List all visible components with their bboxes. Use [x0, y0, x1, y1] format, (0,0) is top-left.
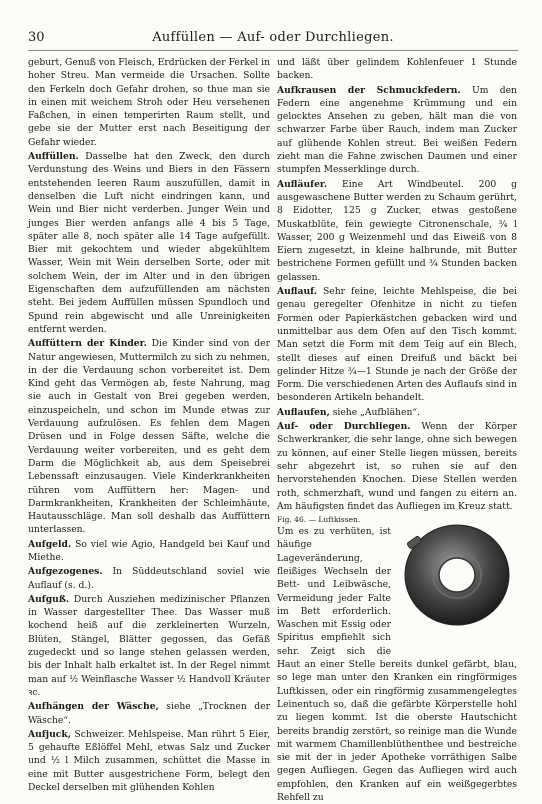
entry-paragraph: Aufläufer. Eine Art Windbeutel. 200 g ausgewaschene Butter werden zu Schaum gerührt, 8 Eidotter, 125 g Zucker, etwas gestoßene Muskatblüte, fein gewiegte Citronenschale, ¾ l Wasser, 200 g Weizenmehl und das Eiweiß von 8 Eiern zugesetzt, in kleine halbrunde, mit Butter bestrichene Formen gefüllt und ¾ Stunden backen gelassen.: [277, 178, 517, 283]
entry-paragraph: Aufkrausen der Schmuckfedern. Um den Federn eine angenehme Krümmung und ein gelocktes Ansehen zu geben, hält man die von schwarzer Farbe über Rauch, indem man Zucker auf glühende Kohlen streut. Bei weißen Federn zieht man die Fahne zwischen Daumen und einer stumpfen Messerklinge durch.: [277, 84, 517, 176]
entry-paragraph: Aufgezogenes. In Süddeutschland soviel wie Auflauf (s. d.).: [28, 566, 270, 591]
entry-headword: Auflaufen,: [277, 406, 330, 418]
entry-paragraph: Auffüttern der Kinder. Die Kinder sind von der Natur angewiesen, Muttermilch zu sich zu nehmen, in der die Verdauung schon vorbereitet ist. Dem Kind geht das Vermögen ab, feste Nahrung, mag sie auch in Gestalt von Brei gegeben werden, einzuspeicheln, und schon im Munde etwas zur Verdauung aufzulösen. Es fehlen dem Magen Drüsen und in Folge dessen Säfte, welche die Verdauung weiter vorbereiten, und es geht dem Darm die Möglichkeit ab, aus dem Speisebrei Lebenssaft einzusaugen. Viele Kinderkrankheiten rühren vom Auffüttern her: Magen- und Darmkrankheiten, Krankheiten der Schleimhäute, Hautausschläge. Man soll deshalb das Auffüttern unterlassen.: [28, 338, 270, 536]
entry-paragraph: Auffüllen. Dasselbe hat den Zweck, den durch Verdunstung des Weins und Biers in den Fässern entstehenden leeren Raum auszufüllen, damit in denselben die Luft nicht eindringen kann, und Wein und Bier nicht verderben. Junger Wein und junges Bier werden anfangs alle 4 bis 5 Tage, später alle 8, noch später alle 14 Tage aufgefüllt. Bier mit gekochtem und wieder abgekühltem Wasser, Wein mit Wein derselben Sorte, oder mit solchem Wein, der im Alter und in den übrigen Eigenschaften dem aufzufüllenden am nächsten steht. Bei jedem Auffüllen müssen Spundloch und Spund rein abgewischt und alle Unreinigkeiten entfernt werden.: [28, 151, 270, 335]
right-column: und läßt über gelindem Kohlenfeuer 1 Stunde backen. Aufkrausen der Schmuckfedern. Um den Federn eine angenehme Krümmung und ein gelocktes Ansehen zu geben, hält man die von schwarzer Farbe über Rauch, indem man Zucker auf glühende Kohlen streut. Bei weißen Federn zieht man die Fahne zwischen Daumen und einer stumpfen Messerklinge durch. Aufläufer. Eine Art Windbeutel. 200 g ausgewaschene Butter werden zu Schaum gerührt, 8 Eidotter, 125 g Zucker, etwas gestoßene Muskatblüte, fein gewiegte Citronenschale, ¾ l Wasser, 200 g Weizenmehl und das Eiweiß von 8 Eiern zugesetzt, in kleine halbrunde, mit Butter bestrichene Formen gefüllt und ¾ Stunden backen gelassen. Auflauf. Sehr feine, leichte Mehlspeise, die bei genau geregelter Ofenhitze in nicht zu tiefen Formen oder Papierkästchen gebacken wird und unmittelbar aus dem Ofen auf den Tisch kommt. Man setzt die Form mit dem Teig auf ein Blech, stellt dieses auf einen Dreifuß und bäckt bei gelinder Hitze ¾—1 Stunde je nach der Größe der Form. Die verschiedenen Arten des Auflaufs sind in besonderen Artikeln behandelt. Auflaufen, siehe „Aufblähen“. Auf- oder Durchliegen. Wenn der Körper Schwerkranker, die sehr lange, ohne sich bewegen zu können, auf einer Stelle liegen müssen, bereits sehr abgezehrt ist, so ruhen sie auf den hervorstehenden Knochen. Diese Stellen werden roth, schmerzhaft, wund und fangen zu eitern an. Am häufigsten findet das Aufliegen im Kreuz statt. Fig. 46. — Luftkissen. Um es zu verhüten, ist häufige Lageveränderung, fleißiges Wechseln der Bett- und Leibwäsche, Vermeidung jeder Falte im Bett erforderlich. Waschen mit Essig oder Spiritus empfiehlt sich sehr. Zeigt sich die Haut an einer Stelle bereits dunkel gefärbt, blau, so lege man unter den Kranken ein ringförmiges Luftkissen, oder ein ringförmig zusammengelegtes Leinentuch so, daß die gefärbte Körperstelle hohl zu liegen kommt. Ist die oberste Hautschicht bereits brandig zerstört, so reinige man die Wunde mit warmem Chamillenblüthenthee und bestreiche sie mit der in jeder Apotheke vorräthigen Salbe gegen Aufliegen. Gegen das Aufliegen wird auch empfohlen, den Kranken auf ein weißgegerbtes Rehfell zu: [277, 57, 517, 804]
figure-caption: Fig. 46. — Luftkissen.: [277, 515, 361, 525]
entry-headword: Auf- oder Durchliegen.: [277, 421, 411, 433]
entry-headword: Aufkrausen der Schmuckfedern.: [277, 84, 461, 96]
entry-headword: Auflauf.: [277, 286, 317, 298]
figure-air-cushion: [397, 517, 517, 647]
entry-headword: Aufgezogenes.: [28, 566, 103, 578]
entry-headword: Aufhängen der Wäsche,: [28, 701, 159, 713]
entry-paragraph: Auf- oder Durchliegen. Wenn der Körper Schwerkranker, die sehr lange, ohne sich bewegen zu können, auf einer Stelle liegen müssen, bereits sehr abgezehrt ist, so ruhen sie auf den hervorstehenden Knochen. Diese Stellen werden roth, schmerzhaft, wund und fangen zu eitern an. Am häufigsten findet das Aufliegen im Kreuz statt.: [277, 421, 517, 512]
entry-headword: Auffüllen.: [28, 151, 79, 163]
page-number: 30: [28, 30, 45, 45]
entry-headword: Aufjuck,: [28, 728, 71, 740]
entry-headword: Auffüttern der Kinder.: [28, 338, 147, 350]
entry-paragraph: geburt, Genuß von Fleisch, Erdrücken der Ferkel in hoher Streu. Man vermeide die Ursachen. Sollte den Ferkeln doch Gefahr drohen, so thue man sie in einen mit weichem Stroh oder Heu versehenen Faßchen, in einen temperirten Raum stellt, und gebe sie der Mutter erst nach Beseitigung der Gefahr wieder.: [28, 57, 270, 148]
entry-headword: Aufgeld.: [28, 538, 72, 550]
entry-paragraph: Auflaufen, siehe „Aufblähen“.: [277, 406, 420, 418]
left-column: [28, 56, 270, 796]
page-header: [28, 30, 518, 51]
air-cushion-icon: [401, 517, 513, 629]
entry-paragraph: Auflauf. Sehr feine, leichte Mehlspeise, die bei genau geregelter Ofenhitze in nicht zu tiefen Formen oder Papierkästchen gebacken wird und unmittelbar aus dem Ofen auf den Tisch kommt. Man setzt die Form mit dem Teig auf ein Blech, stellt dieses auf einen Dreifuß und bäckt bei gelinder Hitze ¾—1 Stunde je nach der Größe der Form. Die verschiedenen Arten des Auflaufs sind in besonderen Artikeln behandelt.: [277, 286, 517, 404]
entry-headword: Aufguß.: [28, 593, 70, 605]
entry-paragraph: Aufjuck, Schweizer. Mehlspeise. Man rührt 5 Eier, 5 gehaufte Eßlöffel Mehl, etwas Salz und Zucker und ½ l Milch zusammen, schüttet die Masse in eine mit Butter ausgestrichene Form, belegt den Deckel derselben mit glühenden Kohlen: [28, 728, 270, 794]
entry-paragraph: Aufhängen der Wäsche, siehe „Trocknen der Wäsche“.: [28, 701, 270, 726]
entry-paragraph: Aufguß. Durch Ausziehen medizinischer Pflanzen in Wasser dargestellter Thee. Das Wasser muß kochend heiß auf die zerkleinerten Wurzeln, Blüten, Stängel, Blätter gegossen, das Gefäß zugedeckt und so lange stehen gelassen werden, bis der Inhalt halb erkaltet ist. In der Regel nimmt man auf ½ Weinflasche Wasser ½ Handvoll Kräuter ꝛc.: [28, 593, 270, 698]
entry-headword: Aufläufer.: [277, 178, 328, 190]
entry-paragraph: und läßt über gelindem Kohlenfeuer 1 Stunde backen.: [277, 57, 517, 82]
entry-paragraph: Aufgeld. So viel wie Agio, Handgeld bei Kauf und Miethe.: [28, 538, 270, 563]
running-title: Auffüllen — Auf- oder Durchliegen.: [152, 30, 394, 45]
